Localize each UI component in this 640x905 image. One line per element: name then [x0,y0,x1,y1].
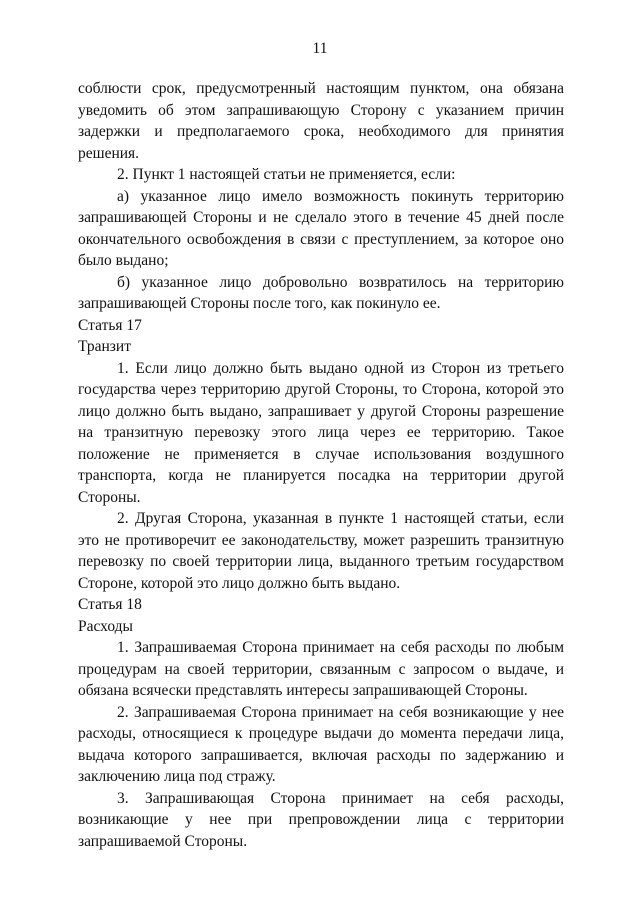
document-body [78,78,564,852]
article-17-number: Статья 17 [78,316,142,334]
article-18-title: Расходы [78,617,133,635]
continuation-paragraph: соблюсти срок, предусмотренный настоящим пунктом, она обязана уведомить об этом запрашивающую Сторону с указанием причин задержки и предполагаемого срока, необходимого для принятия решения. [78,80,564,162]
list-item-b: б) указанное лицо добровольно возвратилось на территорию запрашивающей Стороны после того, как покинуло ее. [78,273,564,312]
article-17-paragraph-1: 1. Если лицо должно быть выдано одной из Сторон из третьего государства через территорию другой Стороны, то Сторона, которой это лицо должно быть выдано, запрашивает у другой Стороны разрешение на транзитную перевозку этого лица через ее территорию. Такое положение не применяется в случае использования воздушного транспорта, когда не планируется посадка на территории другой Стороны. [78,359,564,506]
list-item-a: а) указанное лицо имело возможность покинуть территорию запрашивающей Стороны и не сделало этого в течение 45 дней после окончательного освобождения в связи с преступлением, за которое оно было выдано; [78,187,564,269]
article-17-title: Транзит [78,338,131,355]
paragraph-2: 2. Пункт 1 настоящей статьи не применяется, если: [117,166,456,183]
page-number: 11 [312,40,328,57]
article-18-paragraph-2: 2. Запрашиваемая Сторона принимает на себя возникающие у нее расходы, относящиеся к процедуре выдачи до момента передачи лица, выдача которого запрашивается, включая расходы по задержанию и заключению лица под стражу. [78,703,564,785]
article-18-number: Статья 18 [78,596,142,613]
article-17-paragraph-2: 2. Другая Сторона, указанная в пункте 1 настоящей статьи, если это не противоречит ее законодательству, может разрешить транзитную перевозку по своей территории лица, выданного третьим государством Стороне, которой это лицо должно быть выдано. [78,510,564,592]
article-18-paragraph-3: 3. Запрашивающая Сторона принимает на себя расходы, возникающие у нее при препровождении лица с территории запрашиваемой Стороны. [78,789,564,850]
article-18-paragraph-1: 1. Запрашиваемая Сторона принимает на себя расходы по любым процедурам на своей территории, связанным с запросом о выдаче, и обязана всячески представлять интересы запрашивающей Стороны. [78,639,564,699]
